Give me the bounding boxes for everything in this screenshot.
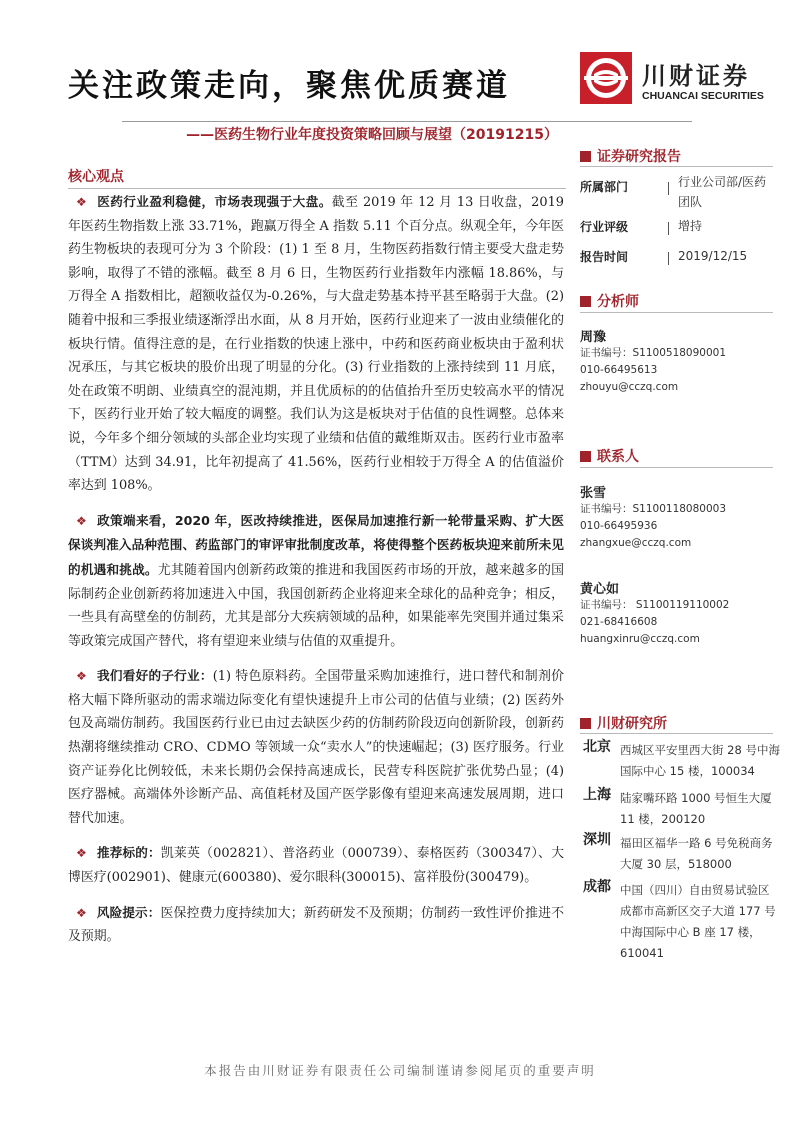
office-city: 成都: [583, 879, 611, 895]
paragraph-text: 截至 2019 年 12 月 13 日收盘，2019 年医药生物指数上涨 33.71%，跑赢万得全 A 指数 5.11 个百分点。纵观全年，今年医药生物板块的表现可分为 3 个阶段：(1) 1 至 8 月，生物医药指数行情主要受大盘走势影响，取得了不错的涨幅。截至 8 月 6 日，生物医药行业指数年内涨幅 18.86%，与万得全 A 指数相比，超额收益仅为-0.26%，与大盘走势基本持平甚至略弱于大盘。(2) 随着中报和三季报业绩逐渐浮出水面，从 8 月开始，医药行业迎来了一波由业绩催化的板块行情。值得注意的是，在行业指数的快速上涨中，中药和医药商业板块由于盈利状况承压，与其它板块的股价出现了明显的分化。(3) 行业指数的上涨持续到 11 月底，处在政策不明朗、业绩真空的混沌期，并且优质标的的估值抬升至历史较高水平的情况下，医药行业开始了较大幅度的调整。我们认为这是板块对于估值的良性调整。总体来说，今年多个细分领域的头部企业均实现了业绩和估值的戴维斯双击。医药行业市盈率（TTM）达到 34.91，比年初提高了 41.56%，医药行业相较于万得全 A 的估值溢价率达到 108%。: [68, 195, 564, 494]
contact-name: 黄心如: [580, 582, 620, 597]
diamond-bullet-icon: ❖: [76, 195, 88, 209]
diamond-bullet-icon: ❖: [76, 513, 88, 528]
contact-phone: 010-66495936: [580, 520, 658, 532]
analyst-cert: 证书编号：S1100518090001: [580, 347, 727, 359]
square-marker-icon: [580, 296, 591, 307]
info-label-date: 报告时间: [580, 250, 629, 264]
paragraph-lead: 医药行业盈利稳健，市场表现强于大盘。: [97, 194, 332, 209]
analyst-card: [580, 326, 726, 396]
paragraph-policy: [68, 509, 564, 654]
paragraph-text: 医保控费力度持续加大；新药研发不及预期；仿制药一致性评价推进不及预期。: [68, 905, 565, 945]
company-logo: [580, 52, 770, 108]
logo-name-en: CHUANCAI SECURITIES: [642, 90, 764, 102]
chuancai-logo-icon: [580, 52, 632, 104]
contact-cert: 证书编号： S1100119110002: [580, 599, 730, 611]
info-value-rating: 增持: [678, 219, 703, 233]
office-city: 北京: [583, 739, 611, 755]
paragraph-lead: 推荐标的：: [96, 845, 161, 861]
contact-email[interactable]: huangxinru@cczq.com: [580, 633, 700, 645]
office-city: 深圳: [583, 832, 611, 848]
analyst-name: 周豫: [580, 330, 607, 345]
info-value-date: 2019/12/15: [678, 249, 748, 263]
sidebar-heading-contacts: 联系人: [580, 446, 639, 466]
diamond-bullet-icon: ❖: [76, 905, 87, 920]
report-title: 关注政策走向，聚焦优质赛道: [68, 68, 510, 104]
paragraph-lead: 政策端来看，2020 年，医改持续推进，医保局加速推行新一轮带量采购、扩大医保谈判准入品种范围、药监部门的审评审批制度改革，将使得整个医药板块迎来前所未见的机遇和挑战。: [68, 512, 564, 577]
sidebar-heading-analyst: 分析师: [580, 291, 639, 311]
office-address: 陆家嘴环路 1000 号恒生大厦 11 楼，200120: [620, 791, 772, 826]
logo-name-cn: 川财证券: [642, 62, 750, 90]
paragraph-text: 尤其随着国内创新药政策的推进和我国医药市场的开放，越来越多的国际制药企业创新药将加速进入中国，我国创新药企业将迎来全球化的品种竞争；相反，一些具有高壁垒的仿制药，尤其是部分大疾病领域的品种，如果能率先突围并通过集采等政策完成国产替代，将有望迎来业绩与估值的双重提升。: [68, 562, 565, 649]
info-label-department: 所属部门: [580, 180, 629, 194]
section-heading-core-views: 核心观点: [68, 169, 124, 185]
diamond-bullet-icon: ❖: [76, 846, 87, 861]
footer-disclaimer: 本报告由川财证券有限责任公司编制谨请参阅尾页的重要声明: [204, 1063, 596, 1078]
paragraph-text: (1) 特色原料药。全国带量采购加速推行，进口替代和制剂价格大幅下降所驱动的需求端边际变化有望快速提升上市公司的估值与业绩；(2) 医药外包及高端仿制药。我国医药行业已由过去缺医少药的仿制药阶段迈向创新阶段，创新药热潮将继续推动 CRO、CDMO 等领域一众“卖水人”的快速崛起；(3) 医疗服务。行业资产证券化比例较低，未来长期仍会保持高速成长，民营专科医院扩张优势凸显；(4) 医疗器械。高端体外诊断产品、高值耗材及国产医学影像有望迎来高速发展周期，进口替代加速。: [68, 669, 565, 826]
office-address: 福田区福华一路 6 号免税商务大厦 30 层，518000: [620, 836, 773, 871]
contact-card: [580, 578, 729, 648]
contact-email[interactable]: zhangxue@cczq.com: [580, 537, 692, 549]
office-address: 西城区平安里西大街 28 号中海国际中心 15 楼，100034: [620, 743, 780, 778]
contact-cert: 证书编号：S1100118080003: [580, 503, 727, 515]
paragraph-performance: [68, 190, 564, 498]
sidebar-divider: [580, 312, 773, 313]
report-subtitle: ——医药生物行业年度投资策略回顾与展望（20191215）: [186, 127, 558, 143]
sidebar-divider: [580, 467, 773, 468]
info-separator: [668, 252, 669, 265]
diamond-bullet-icon: ❖: [76, 669, 88, 684]
paragraph-lead: 我们看好的子行业：: [97, 668, 213, 684]
sidebar-divider: [580, 166, 773, 167]
square-marker-icon: [580, 718, 591, 729]
core-views-body: [68, 190, 564, 960]
office-city: 上海: [583, 787, 611, 803]
contact-phone: 021-68416608: [580, 616, 658, 628]
info-separator: [668, 222, 669, 235]
square-marker-icon: [580, 451, 591, 462]
sidebar-divider: [580, 733, 773, 734]
sidebar-heading-report: 证券研究报告: [580, 146, 681, 166]
paragraph-subsectors: [68, 664, 564, 830]
info-label-rating: 行业评级: [580, 220, 629, 234]
office-address: 中国（四川）自由贸易试验区成都市高新区交子大道 177 号中海国际中心 B 座 17 楼，610041: [620, 883, 776, 960]
paragraph-recommendations: [68, 841, 564, 889]
square-marker-icon: [580, 151, 591, 162]
info-value-department: 行业公司部/医药团队: [678, 175, 767, 209]
contact-name: 张雪: [580, 486, 607, 501]
section-divider: [68, 188, 566, 189]
paragraph-text: 凯莱英（002821）、普洛药业（000739）、泰格医药（300347）、大博医疗(002901)、健康元(600380)、爱尔眼科(300015)、富祥股份(300479)。: [68, 846, 565, 886]
contact-card: [580, 482, 726, 552]
paragraph-lead: 风险提示：: [96, 904, 161, 920]
title-divider: [122, 121, 692, 122]
info-separator: [668, 182, 669, 195]
sidebar-heading-institute: 川财研究所: [580, 713, 667, 733]
paragraph-risks: [68, 901, 564, 949]
analyst-email[interactable]: zhouyu@cczq.com: [580, 381, 679, 393]
analyst-phone: 010-66495613: [580, 364, 658, 376]
